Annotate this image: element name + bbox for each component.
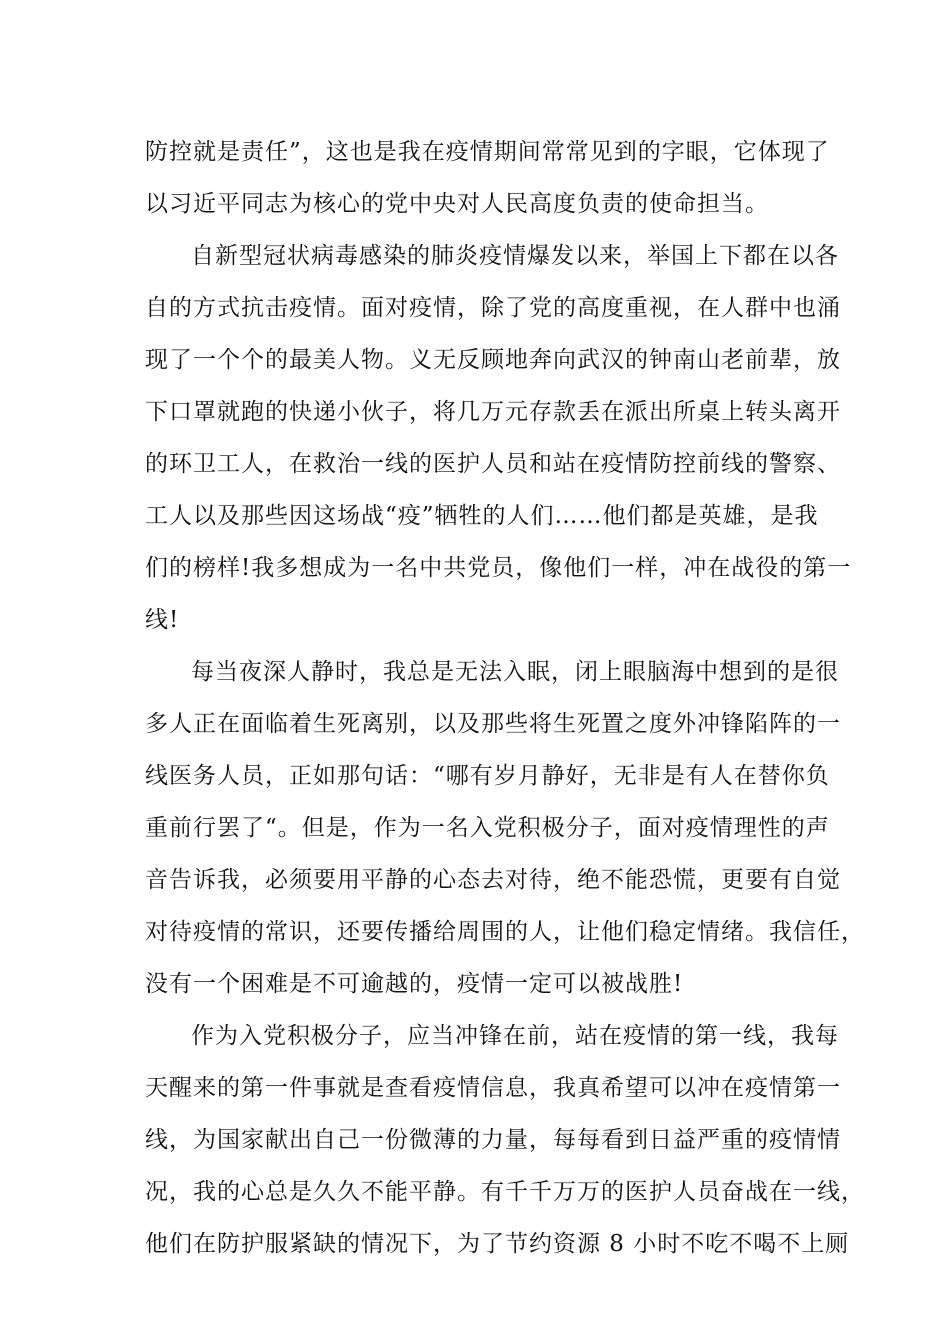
text-line: 他们在防护服紧缺的情况下，为了节约资源 8 小时不吃不喝不上厕 (145, 1231, 850, 1257)
text-line: 以习近平同志为核心的党中央对人民高度负责的使命担当。 (145, 191, 769, 217)
text-line: 线! (145, 607, 180, 633)
paragraph-start-line: 自新型冠状病毒感染的肺炎疫情爆发以来，举国上下都在以各 (191, 243, 839, 269)
text-line: 防控就是责任”，这也是我在疫情期间常常见到的字眼，它体现了 (145, 139, 830, 165)
text-line: 们的榜样!我多想成为一名中共党员，像他们一样，冲在战役的第一 (145, 555, 852, 581)
text-line: 天醒来的第一件事就是查看疫情信息，我真希望可以冲在疫情第一 (145, 1075, 841, 1101)
text-line: 自的方式抗击疫情。面对疫情，除了党的高度重视，在人群中也涌 (145, 295, 841, 321)
text-line: 重前行罢了“。但是，作为一名入党积极分子，面对疫情理性的声 (145, 815, 830, 841)
text-line: 音告诉我，必须要用平静的心态去对待，绝不能恐慌，更要有自觉 (145, 867, 841, 893)
paragraph-start-line: 作为入党积极分子，应当冲锋在前，站在疫情的第一线，我每 (191, 1023, 839, 1049)
text-line: 下口罩就跑的快递小伙子，将几万元存款丢在派出所桌上转头离开 (145, 399, 841, 425)
body-text (145, 126, 865, 1270)
text-line: 现了一个个的最美人物。义无反顾地奔向武汉的钟南山老前辈，放 (145, 347, 841, 373)
text-line: 对待疫情的常识，还要传播给周围的人，让他们稳定情绪。我信任， (145, 919, 865, 945)
text-line: 没有一个困难是不可逾越的，疫情一定可以被战胜! (145, 971, 684, 997)
text-line: 的环卫工人，在救治一线的医护人员和站在疫情防控前线的警察、 (145, 451, 841, 477)
text-line: 线医务人员，正如那句话：“哪有岁月静好，无非是有人在替你负 (145, 763, 830, 789)
text-line: 况，我的心总是久久不能平静。有千千万万的医护人员奋战在一线， (145, 1179, 865, 1205)
text-line: 工人以及那些因这场战“疫”牺牲的人们……他们都是英雄，是我 (145, 503, 819, 529)
text-line: 线，为国家献出自己一份微薄的力量，每每看到日益严重的疫情情 (145, 1127, 841, 1153)
paragraph-start-line: 每当夜深人静时，我总是无法入眠，闭上眼脑海中想到的是很 (191, 659, 839, 685)
text-line: 多人正在面临着生死离别，以及那些将生死置之度外冲锋陷阵的一 (145, 711, 841, 737)
